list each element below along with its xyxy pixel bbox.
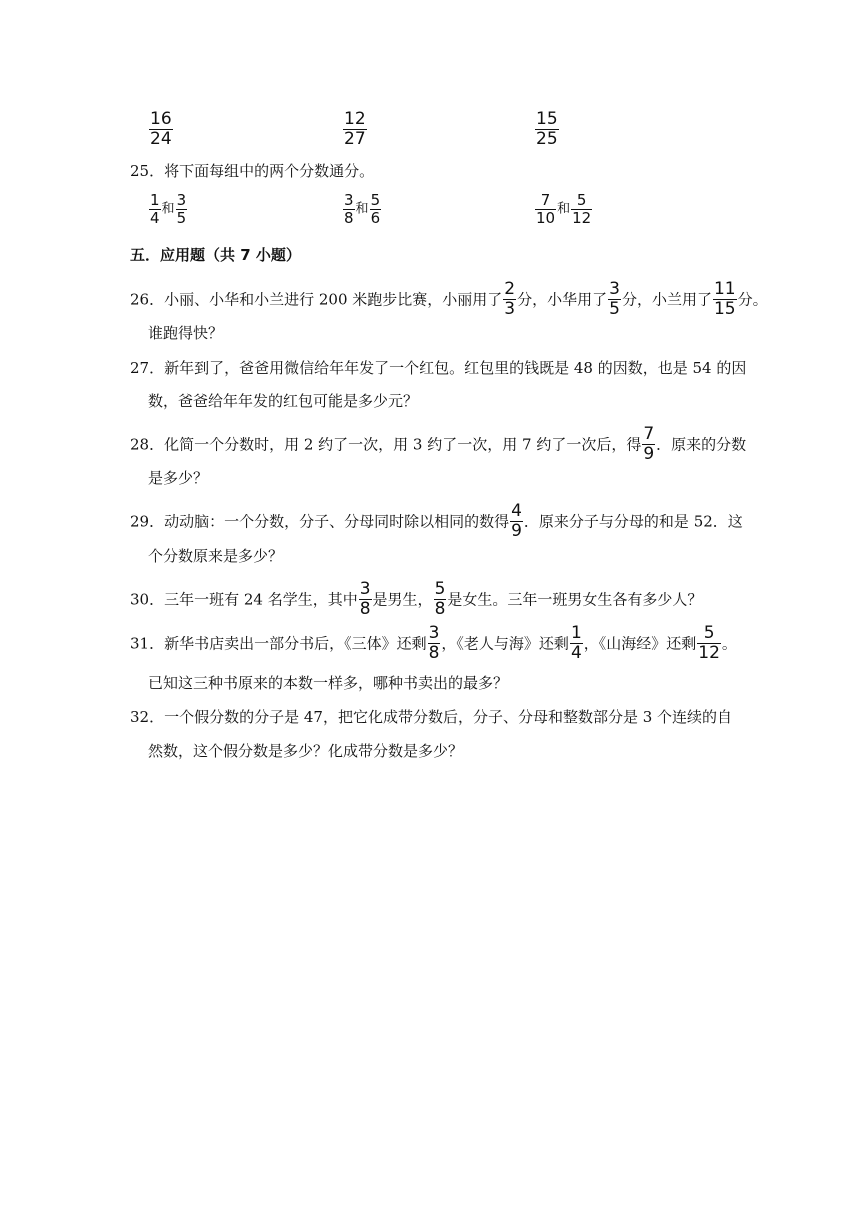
denominator: 5	[609, 299, 620, 319]
text: 分。	[737, 290, 768, 309]
q32-line-1: 32．一个假分数的分子是 47，把它化成带分数后，分子、分母和整数部分是 3 个连续的自	[130, 708, 733, 726]
denominator: 9	[643, 444, 655, 464]
denominator: 10	[536, 209, 556, 227]
numerator: 5	[434, 579, 446, 599]
denominator: 12	[698, 643, 720, 663]
numerator: 12	[344, 109, 366, 129]
denominator: 4	[150, 209, 160, 227]
text: 28．化简一个分数时，用 2 约了一次，用 3 约了一次，用 7 约了一次后，得	[130, 435, 642, 454]
text: 。	[721, 634, 737, 653]
denominator: 8	[428, 643, 440, 663]
text: 26．小丽、小华和小兰进行 200 米跑步比赛，小丽用了	[130, 290, 503, 309]
q25-group-3	[534, 192, 593, 227]
numerator: 5	[703, 623, 715, 643]
numerator: 7	[540, 191, 551, 209]
q31-line-2: 已知这三种书原来的本数一样多，哪种书卖出的最多？	[148, 674, 509, 692]
text: ．原来的分数	[656, 435, 747, 454]
q26-line-1	[130, 280, 768, 319]
denominator: 27	[344, 129, 366, 149]
numerator: 3	[428, 623, 440, 643]
denominator: 3	[504, 299, 516, 319]
text: 分，小兰用了	[621, 290, 712, 309]
q26-line-2: 谁跑得快？	[148, 324, 224, 342]
text: 是女生。三年一班男女生各有多少人？	[447, 590, 703, 609]
q28-line-1	[130, 425, 746, 464]
denominator: 5	[176, 209, 187, 227]
numerator: 7	[643, 424, 655, 444]
q25-group-2	[342, 192, 382, 227]
denominator: 25	[536, 129, 558, 149]
numerator: 5	[576, 191, 587, 209]
q27-line-2: 数，爸爸给年年发的红包可能是多少元？	[148, 392, 419, 410]
denominator: 4	[570, 643, 582, 663]
numerator: 3	[359, 579, 371, 599]
text: 分，小华用了	[517, 290, 608, 309]
joiner: 和	[161, 201, 175, 217]
denominator: 9	[511, 521, 522, 541]
numerator: 4	[511, 501, 522, 521]
section-heading: 五．应用题（共 7 小题）	[130, 246, 301, 264]
q24-fraction-2	[342, 110, 368, 149]
numerator: 15	[536, 109, 558, 129]
text: 是男生，	[372, 590, 433, 609]
denominator: 8	[344, 209, 354, 227]
q28-line-2: 是多少？	[148, 469, 209, 487]
denominator: 24	[150, 129, 172, 149]
q31-line-1	[130, 624, 737, 663]
q29-line-2: 个分数原来是多少？	[148, 547, 284, 565]
denominator: 12	[572, 209, 592, 227]
q25-text: 25．将下面每组中的两个分数通分。	[130, 162, 375, 180]
numerator: 1	[570, 623, 582, 643]
text: ，《老人与海》还剩	[441, 634, 569, 653]
numerator: 3	[609, 279, 620, 299]
numerator: 1	[150, 191, 160, 209]
numerator: 2	[504, 279, 516, 299]
q24-fraction-1	[148, 110, 174, 149]
numerator: 5	[370, 191, 381, 209]
numerator: 3	[344, 191, 354, 209]
text: 30．三年一班有 24 名学生，其中	[130, 590, 358, 609]
q25-group-1	[148, 192, 188, 227]
denominator: 6	[370, 209, 381, 227]
q32-line-2: 然数，这个假分数是多少？化成带分数是多少？	[148, 742, 464, 760]
numerator: 3	[176, 191, 187, 209]
denominator: 15	[713, 299, 736, 319]
text: 31．新华书店卖出一部分书后，《三体》还剩	[130, 634, 427, 653]
q27-line-1: 27．新年到了，爸爸用微信给年年发了一个红包。红包里的钱既是 48 的因数，也是 54 的因	[130, 359, 747, 377]
text: ．原来分子与分母的和是 52．这	[523, 512, 743, 531]
numerator: 16	[150, 109, 172, 129]
denominator: 8	[359, 599, 371, 619]
q24-fraction-3	[534, 110, 560, 149]
text: ，《山海经》还剩	[583, 634, 697, 653]
joiner: 和	[557, 201, 571, 217]
numerator: 11	[713, 279, 736, 299]
q29-line-1	[130, 502, 743, 541]
joiner: 和	[355, 201, 369, 217]
q30-line-1	[130, 580, 702, 619]
denominator: 8	[434, 599, 446, 619]
text: 29．动动脑：一个分数，分子、分母同时除以相同的数得	[130, 512, 510, 531]
